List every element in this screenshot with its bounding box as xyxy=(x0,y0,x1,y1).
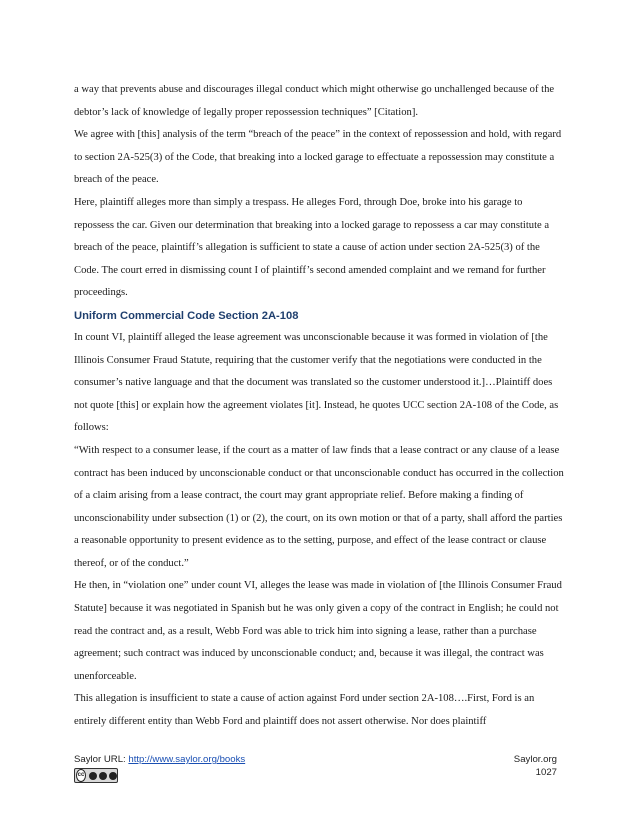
paragraph: “With respect to a consumer lease, if the court as a matter of law finds that a lease contract or any clause of a lease contract has been induced by unconscionable conduct or that unconscionable conduct has occurred in the collection of a claim arising from a lease contract, the court may grant appropriate relief. Before making a finding of unconscionability under subsection (1) or (2), the court, on its own motion or that of a party, shall afford the parties a reasonable opportunity to present evidence as to the setting, purpose, and effect of the lease contract or clause thereof, or of the conduct.” xyxy=(74,444,564,569)
document-body xyxy=(74,79,564,734)
cc-logo-icon: cc xyxy=(76,769,86,782)
footer-site: Saylor.org xyxy=(513,754,557,765)
footer-right xyxy=(514,753,557,779)
paragraph: He then, in “violation one” under count VI, alleges the lease was made in violation of [the Illinois Consumer Fraud Statute] because it was negotiated in Spanish but he was only given a copy of the contract in English; he could not read the contract and, as a result, Webb Ford was able to trick him into signing a lease, rather than a purchase agreement; such contract was induced by unconscionable conduct; and, because it was illegal, the contract was unenforceable. xyxy=(74,580,562,682)
paragraph: a way that prevents abuse and discourages illegal conduct which might otherwise go unchallenged because of the debtor’s lack of knowledge of legally proper repossession techniques” [Citation]. xyxy=(74,84,555,118)
footer-url-label: Saylor URL: xyxy=(74,754,129,765)
paragraph: In count VI, plaintiff alleged the lease agreement was unconscionable because it was formed in violation of [the Illinois Consumer Fraud Statute, requiring that the customer verify that the negotiations were conducted in the consumer’s native language and that the document was translated so the customer understood it.]…Plaintiff does not quote [this] or explain how the agreement violates [it]. Instead, he quotes UCC section 2A-108 of the Code, as follows: xyxy=(74,331,559,434)
footer-url-link[interactable]: http://www.saylor.org/books xyxy=(128,754,246,765)
footer-url-line xyxy=(74,753,245,767)
creative-commons-badge-icon[interactable] xyxy=(74,768,118,783)
paragraph: We agree with [this] analysis of the term “breach of the peace” in the context of repossession and hold, with regard to section 2A-525(3) of the Code, that breaking into a locked garage to effectuate a repossession may constitute a breach of the peace. xyxy=(74,129,562,186)
page-number: 1027 xyxy=(535,767,557,778)
paragraph: Here, plaintiff alleges more than simply a trespass. He alleges Ford, through Doe, broke into his garage to repossess the car. Given our determination that breaking into a locked garage to repossess a car may constitute a breach of the peace, plaintiff’s allegation is sufficient to state a cause of action under section 2A-525(3) of the Code. The court erred in dismissing count I of plaintiff’s second amended complaint and we remand for further proceedings. xyxy=(74,196,550,299)
page-footer xyxy=(74,753,557,793)
share-alike-icon xyxy=(109,772,117,780)
noncommercial-icon xyxy=(99,772,107,780)
paragraph: This allegation is insufficient to state a cause of action against Ford under section 2A-108….First, Ford is an entirely different entity than Webb Ford and plaintiff does not assert otherwise. Nor does plaintiff xyxy=(74,693,535,728)
section-heading: Uniform Commercial Code Section 2A-108 xyxy=(74,309,299,322)
by-attribution-icon xyxy=(89,772,97,780)
